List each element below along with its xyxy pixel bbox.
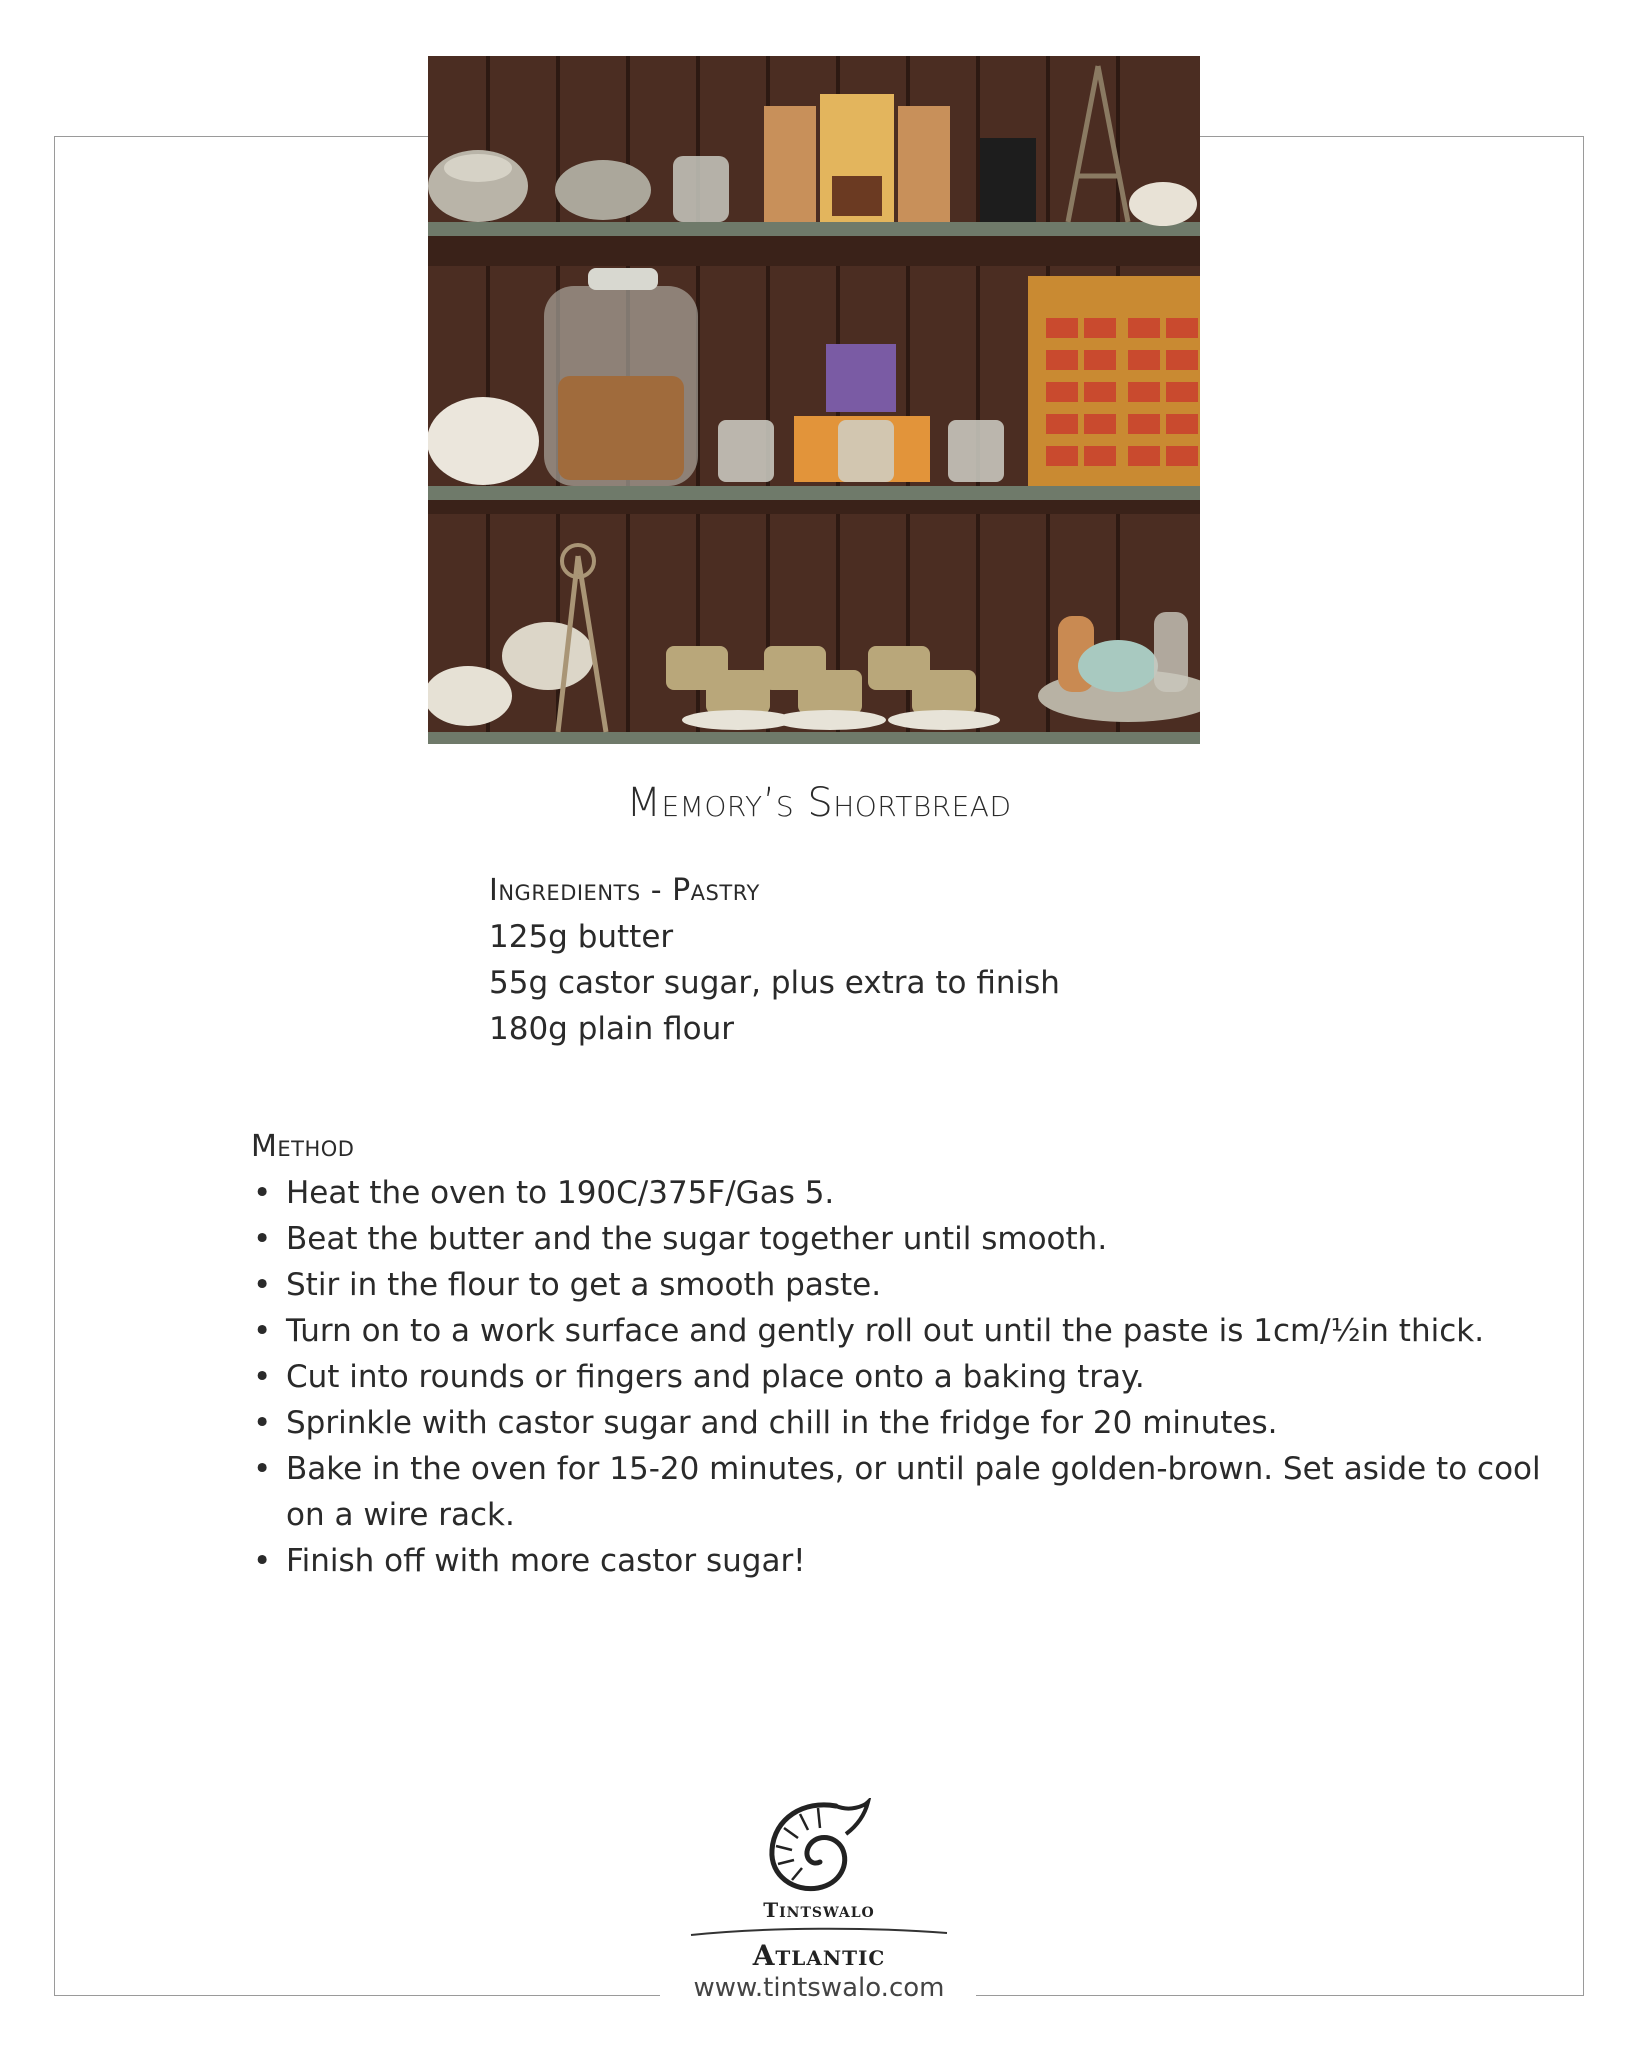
method-step: • Heat the oven to 190C/375F/Gas 5. (251, 1170, 1551, 1216)
recipe-title: Memory’s Shortbread (626, 780, 1012, 826)
ingredient-item: 55g castor sugar, plus extra to finish (489, 965, 1060, 1001)
method-step: • Turn on to a work surface and gently roll out until the paste is 1cm/½in thick. (251, 1308, 1551, 1354)
shelf-photo (428, 56, 1200, 744)
ingredient-item: 180g plain flour (489, 1011, 734, 1047)
ingredients-heading: Ingredients - Pastry (489, 873, 760, 908)
brand-name-bottom: Atlantic (752, 1939, 886, 1972)
method-heading: Method (251, 1129, 355, 1164)
brand-name-top: Tintswalo (763, 1898, 875, 1922)
method-step: • Finish off with more castor sugar! (251, 1538, 1551, 1584)
nautilus-shell-icon (764, 1798, 874, 1894)
method-step: • Cut into rounds or fingers and place onto a baking tray. (251, 1354, 1551, 1400)
method-step: • Stir in the flour to get a smooth paste. (251, 1262, 1551, 1308)
method-section (251, 1124, 1551, 1584)
ingredients-section (489, 868, 1060, 1052)
ingredient-item: 125g butter (489, 919, 674, 955)
method-step: • Beat the butter and the sugar together until smooth. (251, 1216, 1551, 1262)
swoosh-divider (689, 1925, 949, 1937)
method-step: • Bake in the oven for 15-20 minutes, or until pale golden-brown. Set aside to cool on a wire rack. (251, 1446, 1551, 1538)
method-step: • Sprinkle with castor sugar and chill in the fridge for 20 minutes. (251, 1400, 1551, 1446)
method-list (251, 1170, 1551, 1584)
brand-logo (0, 1798, 1638, 2005)
website-link[interactable]: www.tintswalo.com (693, 1973, 945, 2003)
